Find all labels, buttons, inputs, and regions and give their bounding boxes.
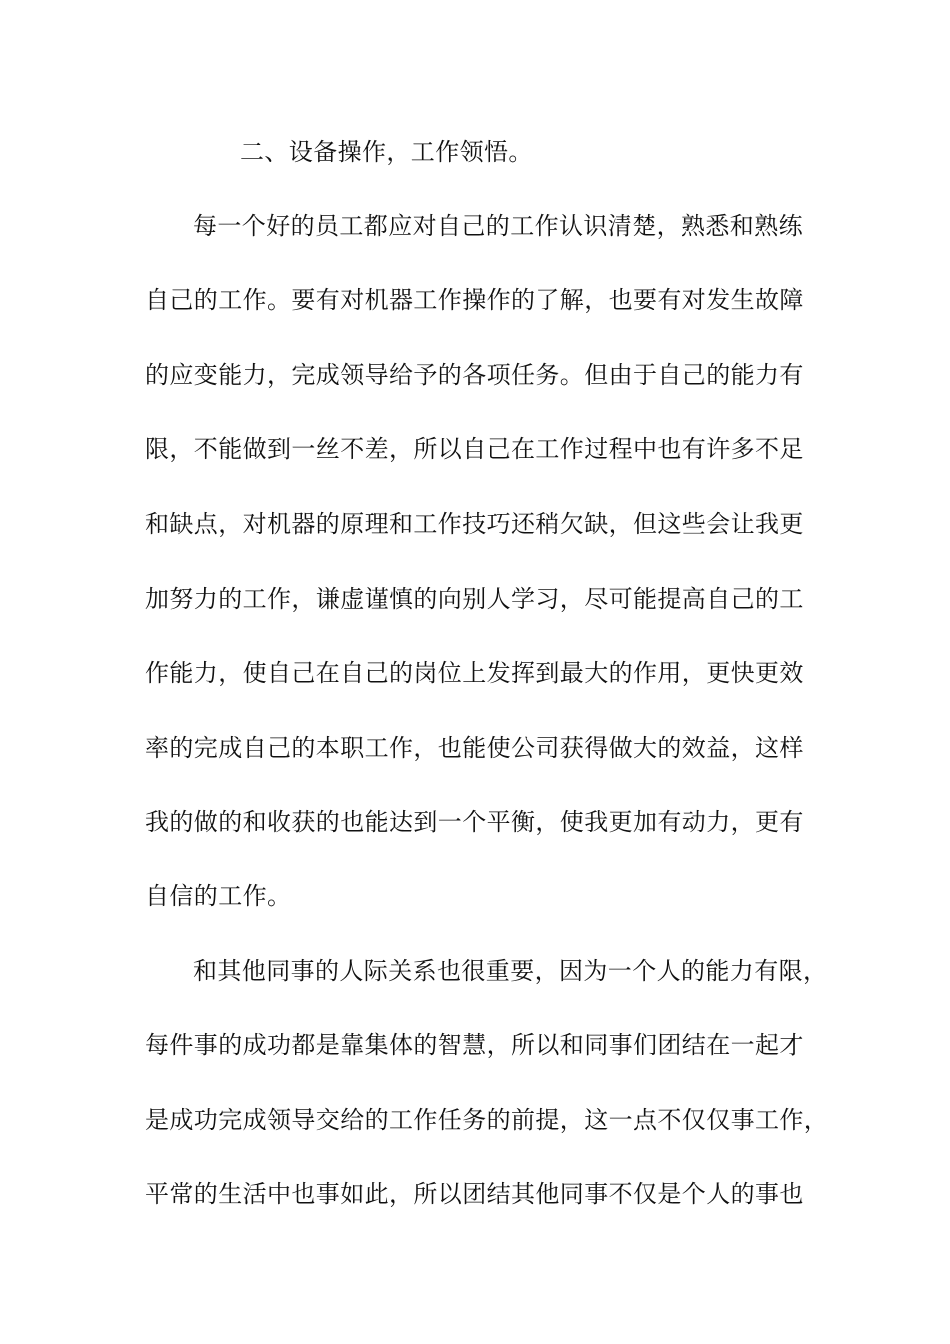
paragraph-line: 作能力，使自己在自己的岗位上发挥到最大的作用，更快更效 — [145, 659, 804, 687]
paragraph-line: 是成功完成领导交给的工作任务的前提，这一点不仅仅事工作， — [145, 1106, 829, 1134]
paragraph-line: 自己的工作。要有对机器工作操作的了解，也要有对发生故障 — [145, 286, 804, 314]
paragraph-line: 率的完成自己的本职工作，也能使公司获得做大的效益，这样 — [145, 734, 804, 762]
paragraph-line: 和缺点，对机器的原理和工作技巧还稍欠缺，但这些会让我更 — [145, 510, 804, 538]
paragraph-line: 的应变能力，完成领导给予的各项任务。但由于自己的能力有 — [145, 361, 804, 389]
paragraph-line: 每件事的成功都是靠集体的智慧，所以和同事们团结在一起才 — [145, 1031, 804, 1059]
section-heading: 二、设备操作，工作领悟。 — [240, 138, 533, 166]
paragraph-line: 我的做的和收获的也能达到一个平衡，使我更加有动力，更有 — [145, 808, 804, 836]
paragraph-line: 限，不能做到一丝不差，所以自己在工作过程中也有许多不足 — [145, 435, 804, 463]
paragraph-line: 每一个好的员工都应对自己的工作认识清楚，熟悉和熟练 — [193, 212, 803, 240]
paragraph-line: 自信的工作。 — [145, 882, 292, 910]
paragraph-line: 加努力的工作，谦虚谨慎的向别人学习，尽可能提高自己的工 — [145, 585, 804, 613]
paragraph-line: 平常的生活中也事如此，所以团结其他同事不仅是个人的事也 — [145, 1180, 804, 1208]
paragraph-line: 和其他同事的人际关系也很重要，因为一个人的能力有限， — [193, 957, 828, 985]
